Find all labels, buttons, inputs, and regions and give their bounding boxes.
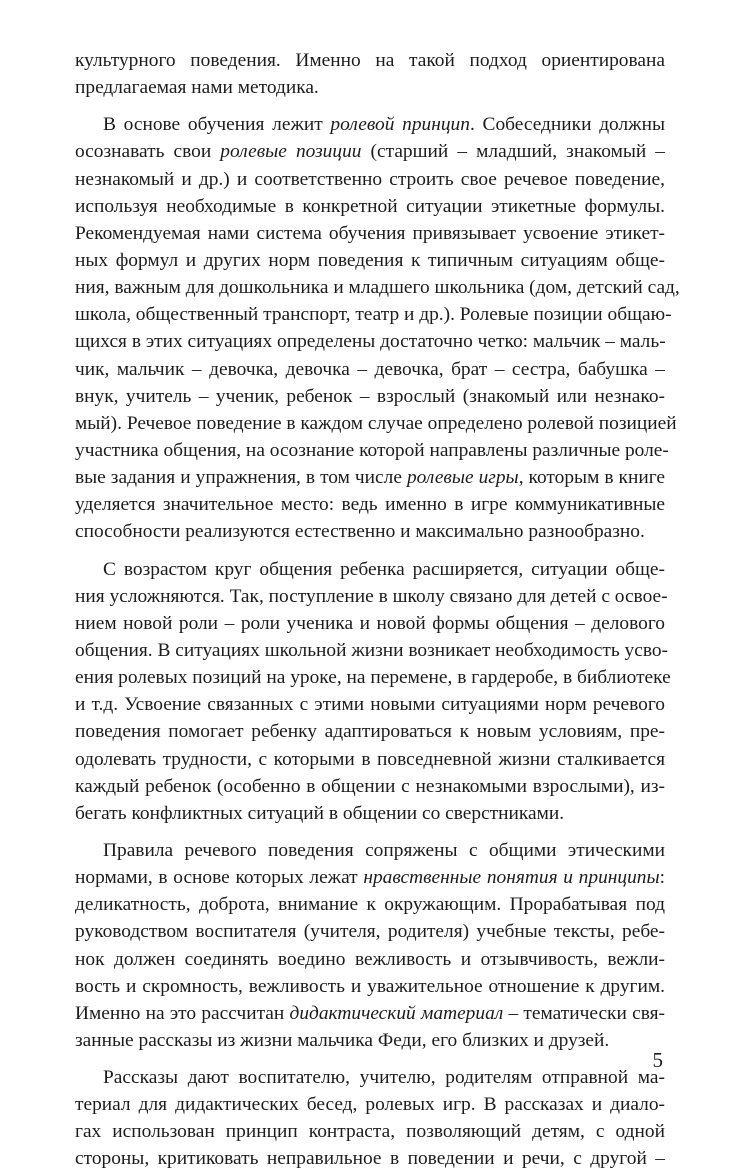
paragraph	[75, 47, 665, 101]
paragraph	[75, 556, 671, 827]
text-line: нок должен соединять воедино вежливость и отзывчивость, вежли-	[75, 948, 665, 970]
text-line: В основе обучения лежит ролевой принцип. Собеседники должны	[103, 114, 665, 136]
text-line: ения ролевых позиций на уроке, на перемене, в гардеробе, в библиотеке	[75, 667, 671, 689]
text-line: ных формул и других норм поведения к типичным ситуациям обще-	[75, 249, 665, 271]
text-line: и т.д. Усвоение связанных с этими новыми ситуациями норм речевого	[75, 694, 665, 716]
text-line: нормами, в основе которых лежат нравственные понятия и принципы:	[75, 867, 665, 889]
text-line: мый). Речевое поведение в каждом случае определено ролевой позицией	[75, 412, 677, 434]
text-line: осознавать свои ролевые позиции (старший – младший, знакомый –	[75, 141, 666, 163]
text-line: внук, учитель – ученик, ребенок – взрослый (знакомый или незнако-	[75, 385, 665, 407]
body-text	[75, 47, 680, 1173]
text-line: каждый ребенок (особенно в общении с незнакомыми взрослыми), из-	[75, 775, 665, 797]
text-line: способности реализуются естественно и максимально разнообразно.	[75, 521, 645, 543]
text-line: ния, важным для дошкольника и младшего школьника (дом, детский сад,	[75, 277, 680, 299]
paragraph	[75, 111, 680, 545]
text-line: участника общения, на осознание которой направлены различные роле-	[75, 439, 669, 461]
text-line: предлагаемая нами методика.	[75, 77, 319, 99]
text-line: занные рассказы из жизни мальчика Феди, его близких и друзей.	[75, 1029, 610, 1051]
text-line: стороны, критиковать неправильное в поведении и речи, с другой –	[75, 1148, 665, 1170]
text-line: чик, мальчик – девочка, девочка – девочка, брат – сестра, бабушка –	[75, 358, 665, 380]
text-line: бегать конфликтных ситуаций в общении со сверстниками.	[75, 802, 565, 824]
paragraph	[75, 1064, 665, 1173]
text-line: культурного поведения. Именно на такой подход ориентирована	[75, 50, 665, 71]
text-line: вость и скромность, вежливость и уважительное отношение к другим.	[75, 975, 665, 997]
text-line: Именно на это рассчитан дидактический материал – тематически свя-	[75, 1002, 665, 1024]
text-line: вые задания и упражнения, в том числе ролевые игры, которым в книге	[75, 467, 666, 489]
text-line: поведения помогает ребенку адаптироваться к новым условиям, пре-	[75, 721, 665, 743]
text-line: используя необходимые в конкретной ситуации этикетные формулы.	[75, 195, 665, 217]
text-line: уделяется значительное место: ведь именно в игре коммуникативные	[75, 494, 665, 516]
text-line: териал для дидактических бесед, ролевых игр. В рассказах и диало-	[75, 1094, 665, 1116]
text-line: Рассказы дают воспитателю, учителю, родителям отправной ма-	[103, 1067, 665, 1089]
text-line: гах использован принцип контраста, позволяющий детям, с одной	[75, 1121, 665, 1143]
page-number: 5	[652, 1048, 663, 1072]
text-line: незнакомый и др.) и соответственно строить свое речевое поведение,	[75, 168, 665, 190]
paragraph	[75, 837, 665, 1054]
text-line: ния усложняются. Так, поступление в школу связано для детей с освое-	[75, 585, 668, 607]
text-line: общения. В ситуациях школьной жизни возникает необходимость усво-	[75, 639, 669, 661]
text-line: С возрастом круг общения ребенка расширяется, ситуации обще-	[103, 558, 665, 580]
text-line: одолевать трудности, с которыми в повседневной жизни сталкивается	[75, 748, 665, 770]
text-line: школа, общественный транспорт, театр и др.). Ролевые позиции общаю-	[75, 304, 672, 326]
text-line: деликатность, доброта, внимание к окружающим. Прорабатывая под	[75, 894, 665, 916]
text-line: Рекомендуемая нами система обучения привязывает усвоение этикет-	[75, 222, 665, 244]
text-line: Правила речевого поведения сопряжены с общими этическими	[103, 839, 665, 861]
text-line: нием новой роли – роли ученика и новой формы общения – делового	[75, 612, 665, 634]
text-line: щихся в этих ситуациях определены достаточно четко: мальчик – маль-	[75, 331, 666, 353]
text-line: руководством воспитателя (учителя, родителя) учебные тексты, ребе-	[75, 921, 665, 943]
